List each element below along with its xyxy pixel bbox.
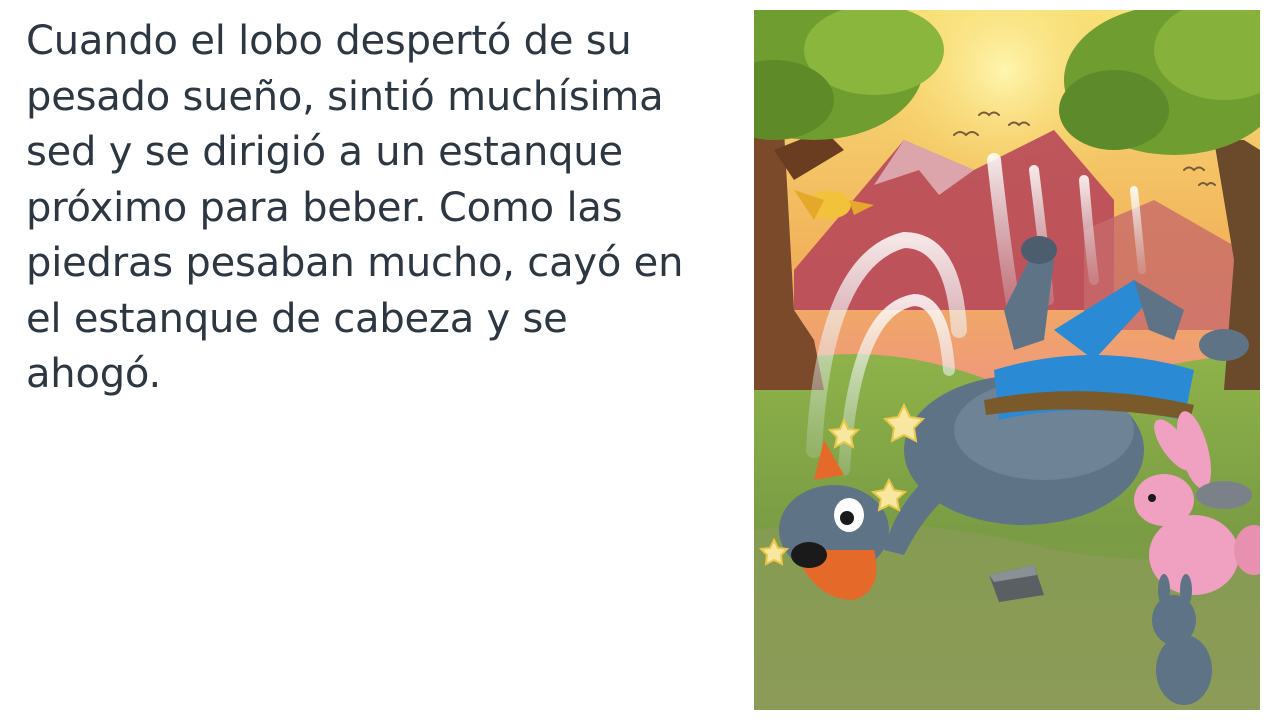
story-line-6: el estanque de cabeza y se <box>26 295 568 342</box>
story-line-7: ahogó. <box>26 351 162 397</box>
story-line-4: próximo para beber. Como las <box>26 184 623 231</box>
story-illustration <box>754 10 1260 710</box>
story-paragraph <box>26 14 726 403</box>
story-line-2: pesado sueño, sintió muchísima <box>26 73 664 120</box>
story-line-3: sed y se dirigió a un estanque <box>26 129 623 175</box>
illustration-svg <box>754 10 1260 710</box>
story-line-5: piedras pesaban mucho, cayó en <box>26 240 684 286</box>
story-line-1: Cuando el lobo despertó de su <box>26 18 632 64</box>
gray-stone <box>1196 481 1252 509</box>
